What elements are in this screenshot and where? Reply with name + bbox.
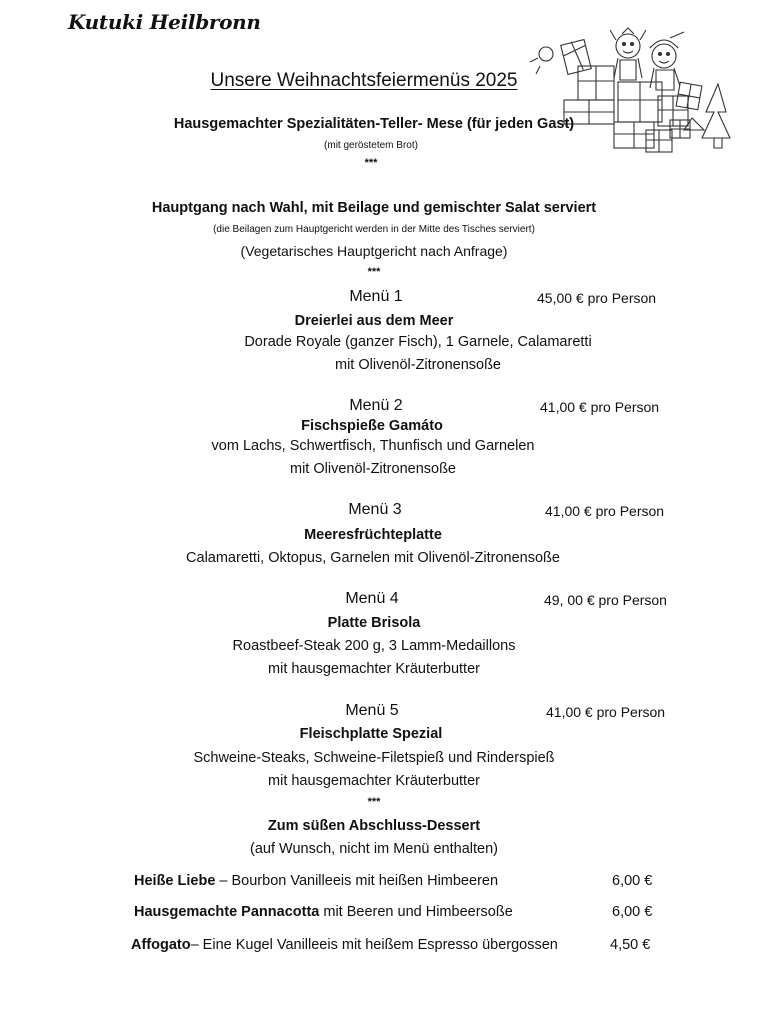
dessert-heading: Zum süßen Abschluss-Dessert <box>267 818 481 834</box>
dessert-item-name: Affogato <box>131 937 191 953</box>
separator-stars: *** <box>364 157 378 169</box>
main-course-heading: Hauptgang nach Wahl, mit Beilage und gemischter Salat serviert <box>151 200 597 216</box>
menu-label: Menü 2 <box>349 397 403 414</box>
dessert-item-price: 6,00 € <box>612 904 653 920</box>
menu-label: Menü 4 <box>345 590 399 607</box>
menu-dish-name: Dreierlei aus dem Meer <box>294 313 454 329</box>
menu-dish-name: Meeresfrüchteplatte <box>304 527 442 543</box>
christmas-gifts-illustration <box>518 26 754 160</box>
starter-heading: Hausgemachter Spezialitäten-Teller- Mese (für jeden Gast) <box>173 116 575 132</box>
menu-label: Menü 3 <box>348 501 402 518</box>
dessert-item-name: Heiße Liebe <box>134 873 216 889</box>
dessert-item-name: Hausgemachte Pannacotta <box>134 904 320 920</box>
main-course-note: (die Beilagen zum Hauptgericht werden in der Mitte des Tisches serviert) <box>213 224 535 235</box>
menu-dish-name: Fischspieße Gamáto <box>301 418 443 434</box>
menu-price: 41,00 € pro Person <box>545 503 665 519</box>
dessert-item-price: 6,00 € <box>612 873 653 889</box>
starter-note: (mit geröstetem Brot) <box>324 140 418 151</box>
dessert-item-description: – Bourbon Vanilleeis mit heißen Himbeeren <box>215 873 499 889</box>
separator-stars: *** <box>367 266 381 278</box>
menu-dish-description: mit Olivenöl-Zitronensoße <box>335 357 501 373</box>
menu-dish-description: Dorade Royale (ganzer Fisch), 1 Garnele, Calamaretti <box>244 334 592 350</box>
menu-label: Menü 1 <box>349 288 403 305</box>
menu-dish-name: Platte Brisola <box>327 615 421 631</box>
menu-dish-description: mit hausgemachter Kräuterbutter <box>268 773 480 789</box>
menu-dish-description: mit hausgemachter Kräuterbutter <box>268 661 480 677</box>
menu-label: Menü 5 <box>345 702 399 719</box>
menu-price: 41,00 € pro Person <box>540 399 660 415</box>
dessert-item <box>131 937 558 953</box>
dessert-item-price: 4,50 € <box>610 937 651 953</box>
menu-dish-name: Fleischplatte Spezial <box>299 726 443 742</box>
menu-dish-description: vom Lachs, Schwertfisch, Thunfisch und Garnelen <box>211 438 535 454</box>
menu-dish-description: Roastbeef-Steak 200 g, 3 Lamm-Medaillons <box>232 638 516 654</box>
menu-price: 41,00 € pro Person <box>546 704 666 720</box>
dessert-note: (auf Wunsch, nicht im Menü enthalten) <box>250 841 498 857</box>
dessert-item-description: – Eine Kugel Vanilleeis mit heißem Espresso übergossen <box>190 937 558 953</box>
dessert-item-description: mit Beeren und Himbeersoße <box>319 904 513 920</box>
vegetarian-note: (Vegetarisches Hauptgericht nach Anfrage) <box>240 243 508 259</box>
separator-stars: *** <box>367 796 381 808</box>
dessert-item <box>134 873 498 889</box>
restaurant-name: Kutuki Heilbronn <box>68 10 261 34</box>
menu-dish-description: Schweine-Steaks, Schweine-Filetspieß und Rinderspieß <box>193 750 555 766</box>
page-title: Unsere Weihnachtsfeiermenüs 2025 <box>210 70 518 91</box>
dessert-item <box>134 904 513 920</box>
menu-price: 49, 00 € pro Person <box>544 592 667 608</box>
menu-dish-description: Calamaretti, Oktopus, Garnelen mit Olivenöl-Zitronensoße <box>186 550 560 566</box>
menu-dish-description: mit Olivenöl-Zitronensoße <box>290 461 456 477</box>
menu-price: 45,00 € pro Person <box>537 290 657 306</box>
